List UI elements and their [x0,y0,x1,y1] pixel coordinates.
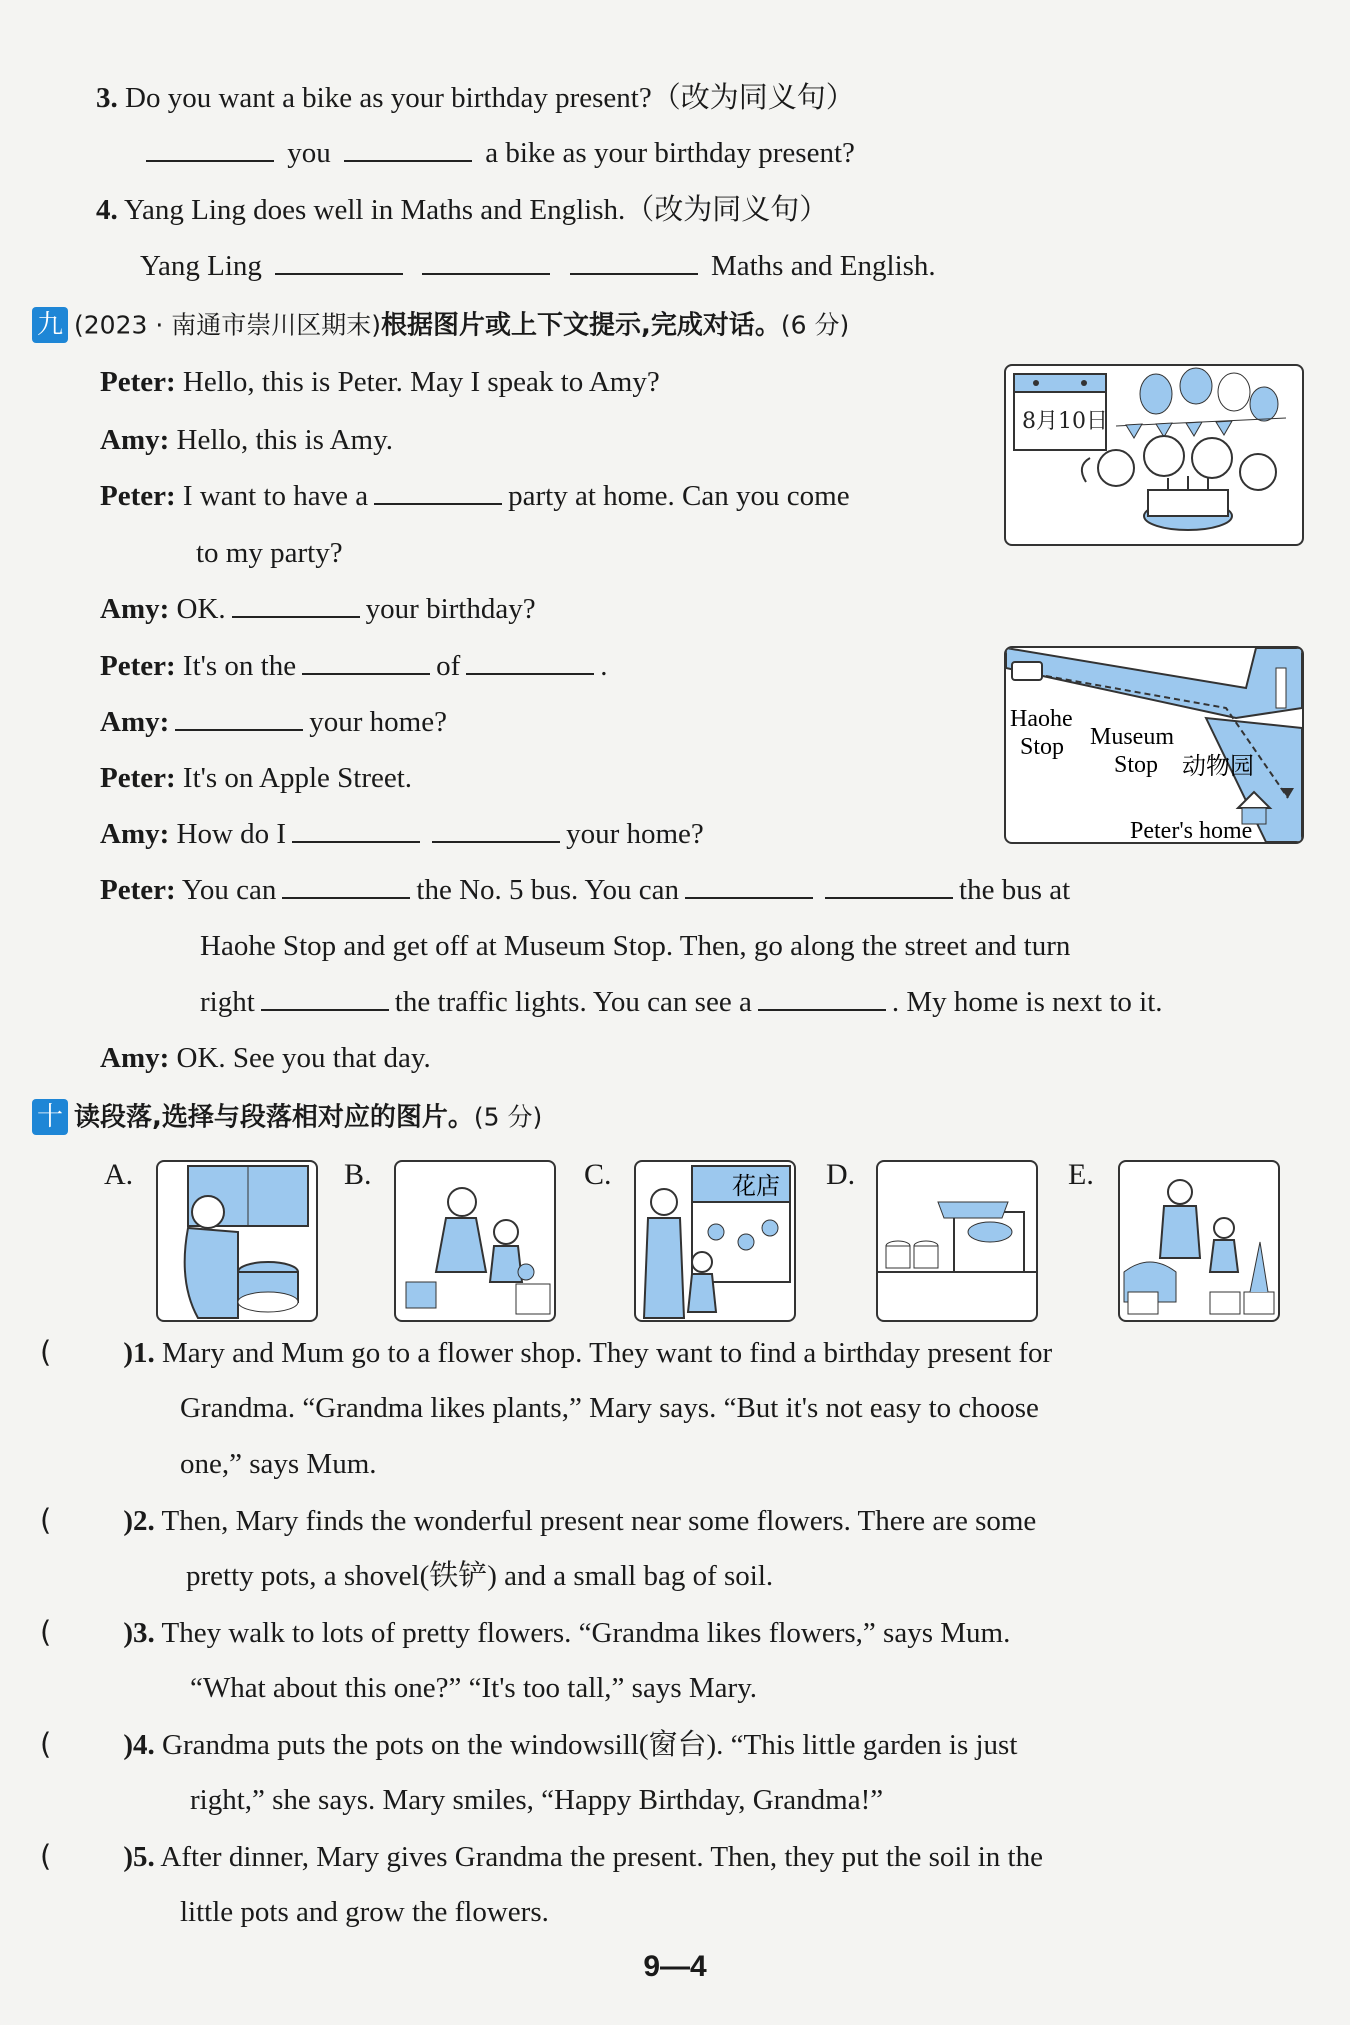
answer-paren-open: ( [40,1615,52,1649]
answer-blank[interactable] [374,479,502,505]
dialog-text: It's on the [182,650,297,682]
speaker: Peter: [100,762,176,794]
item-number: )1. [123,1337,155,1369]
answer-blank[interactable] [344,136,472,162]
dialog-line-7 [100,760,412,796]
speaker: Peter: [100,650,176,682]
grandma-cake-illustration [158,1162,316,1320]
dialog-text: OK. [176,593,226,625]
speaker: Peter: [100,480,176,512]
answer-paren-open: ( [40,1727,52,1761]
dialog-text: party at home. Can you come [508,480,850,512]
dialog-line-3-cont [196,535,343,571]
calendar-date: 8月10日 [1022,409,1108,434]
dialog-line-10 [100,1040,431,1076]
option-picture-a[interactable] [156,1160,318,1322]
option-label-c: C. [584,1158,612,1191]
item-3-cont [190,1670,757,1706]
dialog-text: Hello, this is Amy. [176,424,393,456]
answer-blank[interactable] [570,249,698,275]
section-9-header [32,305,849,343]
map-stop-label: Stop [1020,734,1065,760]
item-number: )3. [123,1617,155,1649]
dialog-line-1 [100,364,660,400]
route-map-illustration [1006,648,1302,842]
option-picture-b[interactable] [394,1160,556,1322]
item-text: Grandma. “Grandma likes plants,” Mary says. “But it's not easy to choose [180,1392,1039,1424]
answer-text: a bike as your birthday present? [485,137,855,169]
dialog-line-2 [100,422,393,458]
section-title: 读段落,选择与段落相对应的图片。 [74,1102,474,1133]
option-label-a: A. [104,1158,134,1191]
option-picture-e[interactable] [1118,1160,1280,1322]
item-text: They walk to lots of pretty flowers. “Grandma likes flowers,” says Mum. [161,1617,1011,1649]
dialog-text: the traffic lights. You can see a [394,986,752,1018]
dialog-line-9 [100,872,1070,908]
pots-shovel-illustration [878,1162,1036,1320]
dialog-line-5 [100,648,607,684]
item-text: “What about this one?” “It's too tall,” says Mary. [190,1672,758,1704]
section-source: (2023 · 南通市崇川区期末) [74,310,381,340]
dialog-text: right [200,986,255,1018]
dialog-line-6 [100,704,447,740]
dialog-line-9-cont2 [200,984,1163,1020]
dialog-text: It's on Apple Street. [182,762,413,794]
planting-illustration [396,1162,554,1320]
item-4-cont [190,1782,883,1818]
item-1-cont [180,1390,1039,1426]
item-number: )4. [123,1729,155,1761]
option-picture-d[interactable] [876,1160,1038,1322]
map-stop-label: Stop [1114,752,1159,778]
answer-blank[interactable] [432,817,560,843]
answer-blank[interactable] [758,985,886,1011]
option-label-b: B. [344,1158,372,1191]
answer-blank[interactable] [422,249,550,275]
question-3 [96,79,855,116]
flower-shop-illustration [636,1162,794,1320]
dialog-text: . [600,650,608,682]
question-3-answer [140,135,855,171]
map-stop-label: Haohe [1010,706,1073,732]
item-text: Mary and Mum go to a flower shop. They want to find a birthday present for [162,1337,1053,1369]
item-5-cont [180,1894,549,1930]
dialog-text: your home? [309,706,447,738]
item-text: Then, Mary finds the wonderful present near some flowers. There are some [161,1505,1037,1537]
item-5 [40,1838,1043,1875]
dialog-text: of [436,650,461,682]
item-text: little pots and grow the flowers. [180,1896,549,1928]
speaker: Amy: [100,818,170,850]
dialog-text: I want to have a [182,480,369,512]
dialog-line-4 [100,591,536,627]
item-text: right,” she says. Mary smiles, “Happy Birthday, Grandma!” [190,1784,884,1816]
answer-blank[interactable] [175,705,303,731]
question-number: 4. [96,194,118,226]
answer-blank[interactable] [261,985,389,1011]
option-label-d: D. [826,1158,856,1191]
section-title: 根据图片或上下文提示,完成对话。 [380,310,781,341]
item-text: After dinner, Mary gives Grandma the present. Then, they put the soil in the [160,1841,1043,1873]
answer-paren-open: ( [40,1335,52,1369]
answer-blank[interactable] [146,136,274,162]
speaker: Amy: [100,1042,170,1074]
map-zoo-label: 动物园 [1182,752,1254,780]
item-2 [40,1502,1036,1539]
item-number: )2. [123,1505,155,1537]
item-4 [40,1726,1017,1763]
dialog-text: your home? [566,818,704,850]
answer-blank[interactable] [825,873,953,899]
dialog-text: the bus at [959,874,1071,906]
dialog-text: You can [181,874,277,906]
speaker: Peter: [100,874,176,906]
item-3 [40,1614,1010,1651]
question-number: 3. [96,82,118,114]
birthday-party-picture [1004,364,1304,546]
question-hint: （改为同义句） [651,80,855,114]
dialog-text: your birthday? [365,593,536,625]
section-badge: 九 [32,307,68,343]
answer-text: you [287,137,331,169]
answer-text: Yang Ling [140,250,262,282]
route-map-picture [1004,646,1304,844]
item-number: )5. [123,1841,155,1873]
section-badge: 十 [32,1099,68,1135]
dialog-line-3 [100,478,850,514]
answer-blank[interactable] [232,592,360,618]
question-4 [96,191,828,228]
question-text: Yang Ling does well in Maths and English. [123,194,626,226]
question-text: Do you want a bike as your birthday present? [125,82,652,114]
item-text: pretty pots, a shovel(铁铲) and a small bag of soil. [186,1560,774,1592]
speaker: Amy: [100,706,170,738]
option-label-e: E. [1068,1158,1094,1191]
speaker: Amy: [100,593,170,625]
section-10-header [32,1097,542,1135]
item-1 [40,1334,1052,1371]
answer-blank[interactable] [282,873,410,899]
answer-blank[interactable] [466,649,594,675]
answer-paren-open: ( [40,1503,52,1537]
item-1-cont2 [180,1446,377,1482]
speaker: Peter: [100,366,176,398]
dialog-text: OK. See you that day. [176,1042,431,1074]
shop-sign: 花店 [732,1172,780,1200]
section-score: (5 分) [473,1102,543,1132]
option-picture-c[interactable] [634,1160,796,1322]
dialog-text: Haohe Stop and get off at Museum Stop. Then, go along the street and turn [200,930,1071,962]
map-stop-label: Museum [1090,724,1174,750]
item-2-cont [186,1558,773,1594]
section-score: (6 分) [780,310,850,340]
dialog-text: . My home is next to it. [891,986,1163,1018]
dialog-text: the No. 5 bus. You can [416,874,680,906]
map-home-label: Peter's home [1130,818,1253,842]
speaker: Amy: [100,424,170,456]
question-4-answer [140,248,936,284]
answer-blank[interactable] [275,249,403,275]
dialog-text: to my party? [196,537,343,569]
birthday-party-illustration [1006,366,1302,544]
dialog-line-8 [100,816,704,852]
dialog-text: How do I [176,818,287,850]
question-hint: （改为同义句） [625,192,829,226]
answer-text: Maths and English. [710,250,936,282]
answer-blank[interactable] [302,649,430,675]
answer-blank[interactable] [292,817,420,843]
answer-blank[interactable] [685,873,813,899]
item-text: Grandma puts the pots on the windowsill(窗台). “This little garden is just [162,1729,1018,1761]
dialog-line-9-cont [200,928,1070,964]
page-number: 9—4 [643,1950,707,1983]
tall-flowers-illustration [1120,1162,1278,1320]
item-text: one,” says Mum. [180,1448,377,1480]
dialog-text: Hello, this is Peter. May I speak to Amy? [182,366,660,398]
answer-paren-open: ( [40,1839,52,1873]
